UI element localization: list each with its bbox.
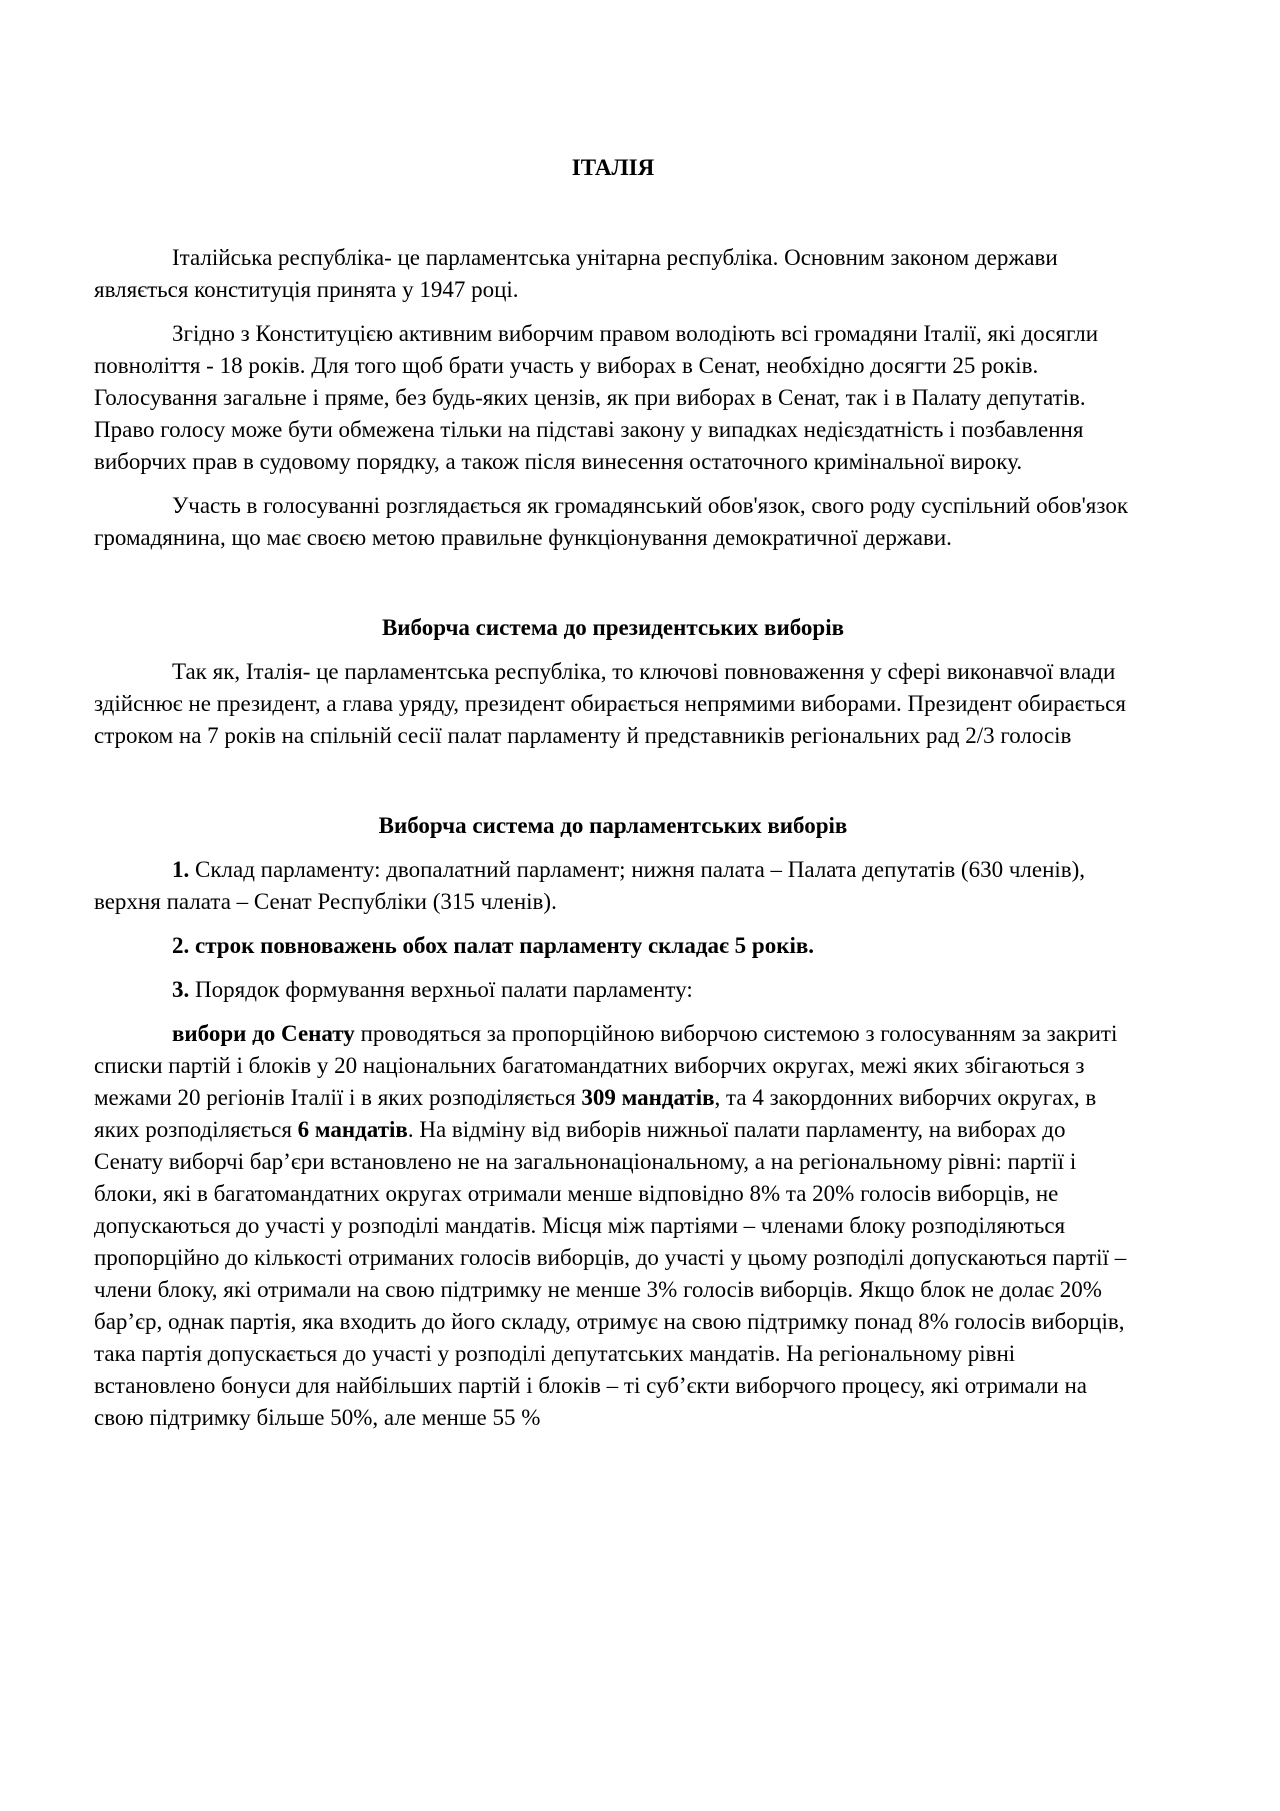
senate-text-b: , та 4 закордонних виборчих округах, в яких розподіляється [94,1085,1097,1142]
item-3 [94,974,1132,1006]
item-1 [94,854,1132,918]
intro-paragraph-1: Італійська республіка- це парламентська унітарна республіка. Основним законом держави являється конституція принята у 1947 році. [94,245,1058,302]
presidential-heading: Виборча система до президентських виборів [381,615,845,640]
senate-paragraph [94,1018,1132,1434]
senate-lead: вибори до Сенату [172,1021,355,1046]
senate-text-a: проводяться за пропорційною виборчою системою з голосуванням за закриті списки партій і блоків у 20 національних багатомандатних виборчих округах, межі яких збігаються з межами 20 регіонів Італії і в яких розподіляється [94,1021,1118,1110]
spacer [94,566,1132,612]
presidential-paragraph: Так як, Італія- це парламентська республіка, то ключові повноваження у сфері виконавчої влади здійснює не президент, а глава уряду, президент обирається непрямими виборами. Президент обирається строком на 7 років на спільній сесії палат парламенту й представників регіональних рад 2/3 голосів [94,659,1126,748]
spacer [94,764,1132,810]
parliamentary-heading: Виборча система до парламентських виборів [378,813,848,838]
item-2-text: 2. строк повноважень обох палат парламенту складає 5 років. [172,933,815,958]
intro-paragraph-3: Участь в голосуванні розглядається як громадянський обов'язок, свого роду суспільний обов'язок громадянина, що має своєю метою правильне функціонування демократичної держави. [94,493,1128,550]
item-1-text: Склад парламенту: двопалатний парламент; нижня палата – Палата депутатів (630 членів), верхня палата – Сенат Республіки (315 членів). [94,857,1086,914]
senate-mandates-6: 6 мандатів [297,1117,408,1142]
item-3-text: Порядок формування верхньої палати парламенту: [189,977,693,1002]
senate-mandates-309: 309 мандатів [581,1085,715,1110]
senate-text-c: . На відміну від виборів нижньої палати парламенту, на виборах до Сенату виборчі бар’єри встановлено не на загальнонаціональному, а на регіональному рівні: партії і блоки, які в багатомандатних округах отримали менше відповідно 8% та 20% голосів виборців, не допускаються до участі у розподілі мандатів. Місця між партіями – членами блоку розподіляються пропорційно до кількості отриманих голосів виборців, до участі у цьому розподілі допускаються партії – члени блоку, які отримали на свою підтримку не менше 3% голосів виборців. Якщо блок не долає 20% бар’єр, однак партія, яка входить до його складу, отримує на свою підтримку понад 8% голосів виборців, така партія допускається до участі у розподілі депутатських мандатів. На регіональному рівні встановлено бонуси для найбільших партій і блоків – ті суб’єкти виборчого процесу, які отримали на свою підтримку більше 50%, але менше 55 % [94,1117,1127,1430]
item-2 [94,930,1132,962]
item-3-number: 3. [172,977,190,1002]
item-1-number: 1. [172,857,190,882]
intro-paragraph-2: Згідно з Конституцією активним виборчим правом володіють всі громадяни Італії, які досягли повноліття - 18 років. Для того щоб брати участь у виборах в Сенат, необхідно досягти 25 років. Голосування загальне і пряме, без будь-яких цензів, як при виборах в Сенат, так і в Палату депутатів. Право голосу може бути обмежена тільки на підставі закону у випадках недієздатність і позбавлення виборчих прав в судовому порядку, а також після винесення остаточного кримінальної вироку. [94,321,1099,474]
page-title: ІТАЛІЯ [571,155,655,180]
